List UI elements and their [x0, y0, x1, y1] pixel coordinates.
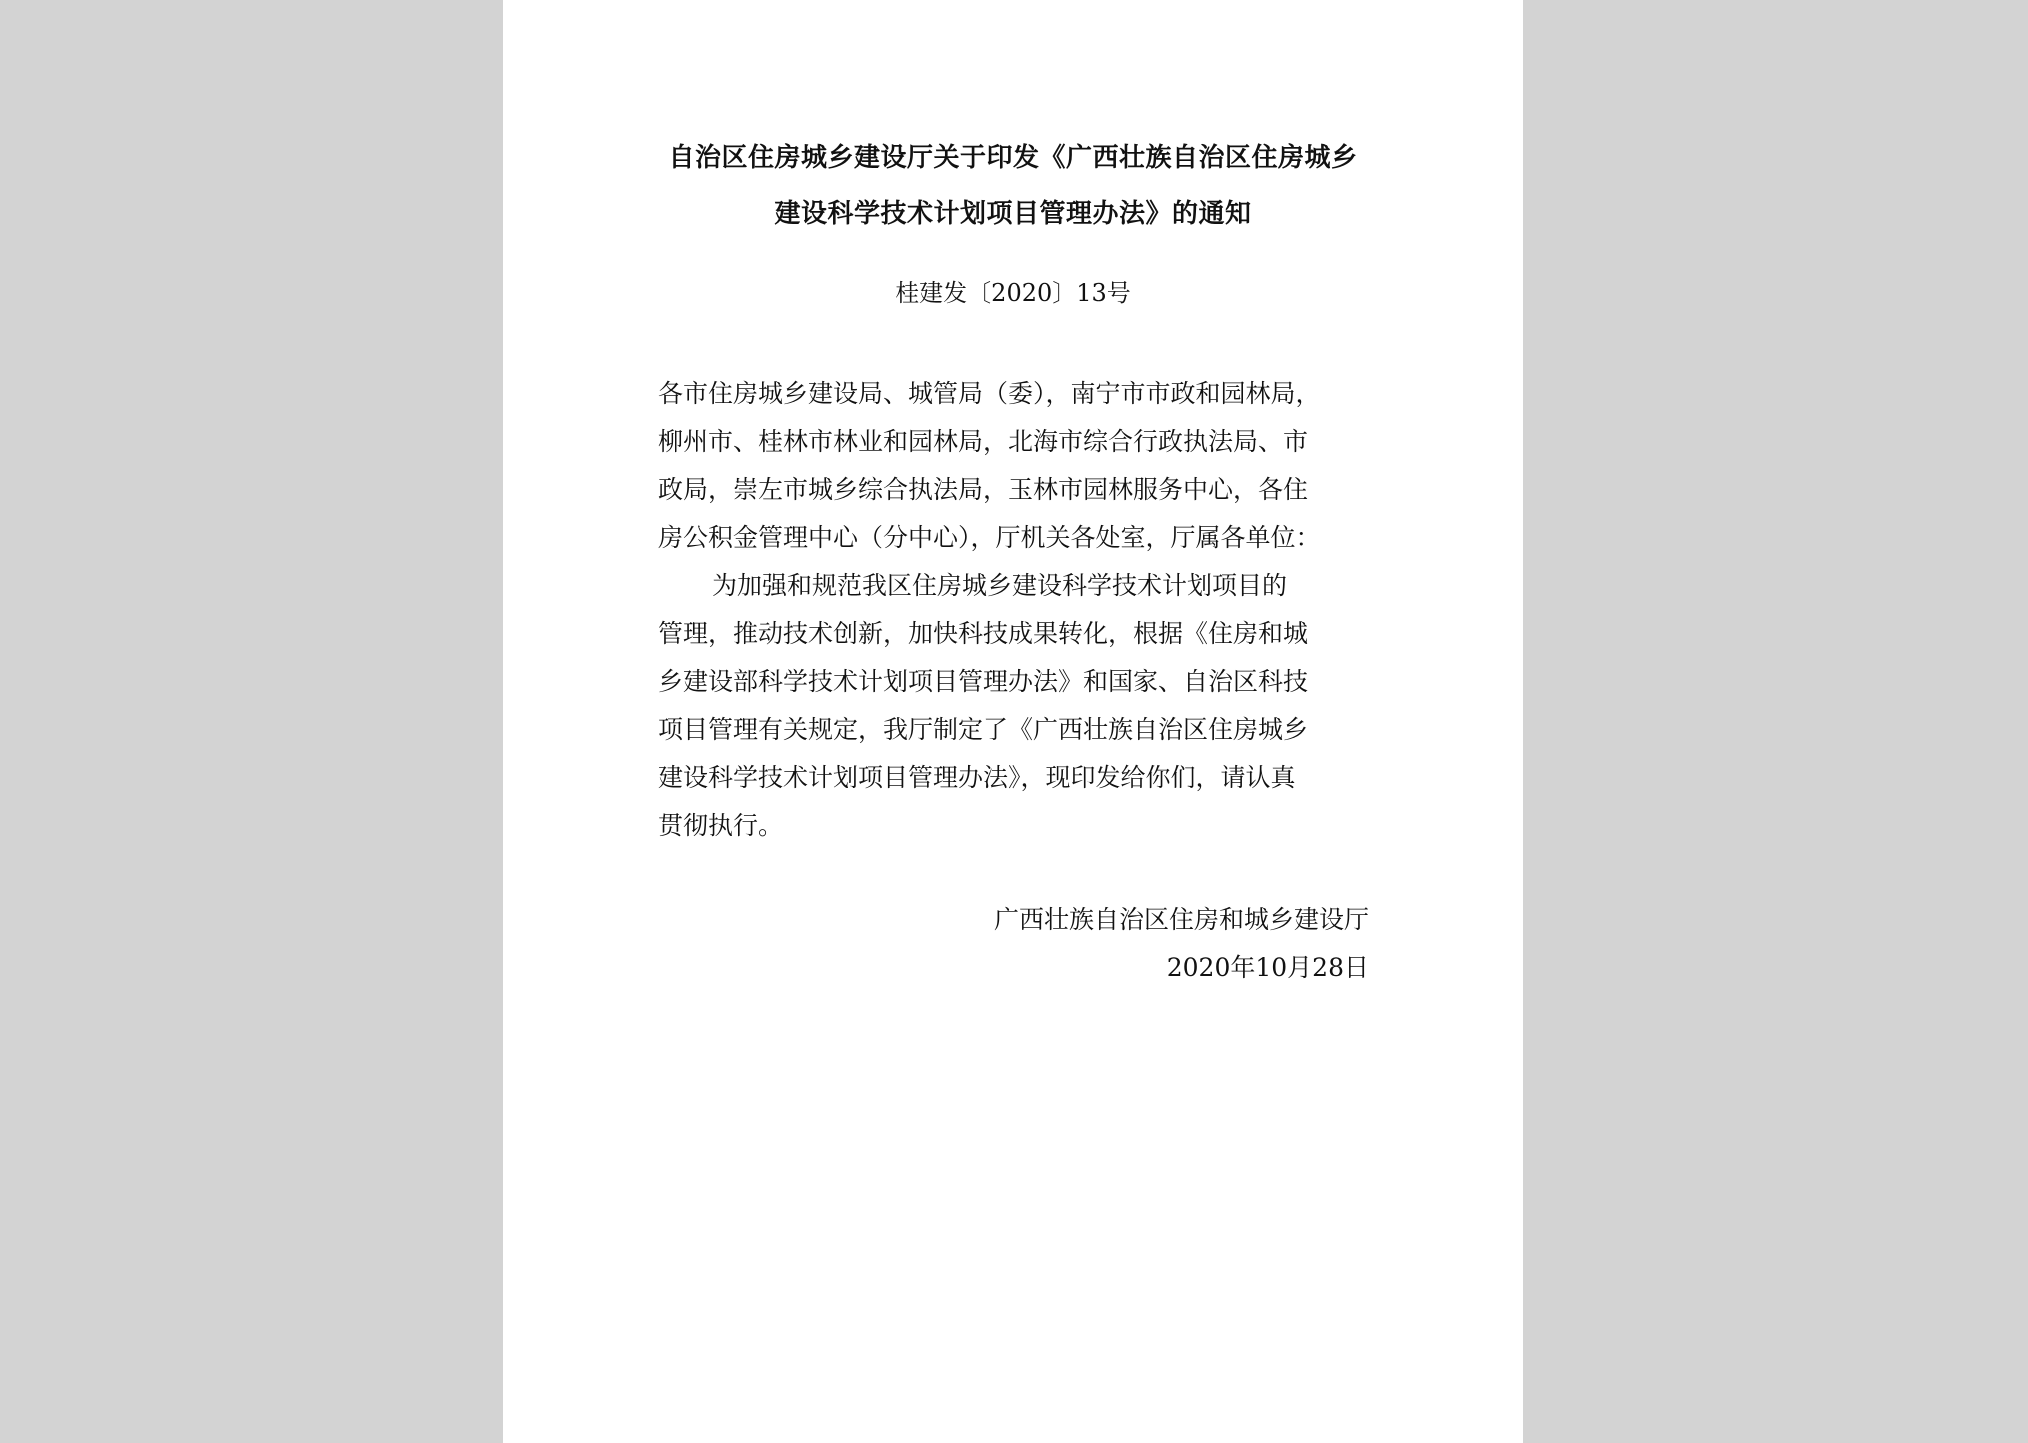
recipients-line: 各市住房城乡建设局、城管局（委），南宁市市政和园林局，: [658, 379, 1321, 408]
title-line-1: 自治区住房城乡建设厅关于印发《广西壮族自治区住房城乡: [668, 143, 1358, 173]
body-line: 项目管理有关规定，我厅制定了《广西壮族自治区住房城乡: [658, 715, 1309, 744]
title-line-2: 建设科学技术计划项目管理办法》的通知: [774, 199, 1252, 229]
recipients-line: 房公积金管理中心（分中心），厅机关各处室，厅属各单位：: [658, 523, 1321, 552]
signature-org: 广西壮族自治区住房和城乡建设厅: [993, 905, 1369, 934]
body-line: 为加强和规范我区住房城乡建设科学技术计划项目的: [712, 571, 1288, 600]
signature-date: 2020年10月28日: [1166, 953, 1369, 982]
body-line: 管理，推动技术创新，加快科技成果转化，根据《住房和城: [658, 619, 1309, 648]
body-line: 乡建设部科学技术计划项目管理办法》和国家、自治区科技: [658, 667, 1309, 696]
recipients-line: 柳州市、桂林市林业和园林局，北海市综合行政执法局、市: [658, 427, 1309, 456]
document-body: [658, 370, 1373, 850]
document-page: [503, 0, 1523, 1443]
document-title: [653, 130, 1373, 242]
recipients-line: 政局，崇左市城乡综合执法局，玉林市园林服务中心，各住: [658, 475, 1309, 504]
body-line: 贯彻执行。: [658, 811, 784, 840]
document-number: 桂建发〔2020〕13号: [895, 279, 1131, 307]
body-line: 建设科学技术计划项目管理办法》，现印发给你们，请认真: [658, 763, 1296, 792]
signature-block: [653, 896, 1369, 992]
